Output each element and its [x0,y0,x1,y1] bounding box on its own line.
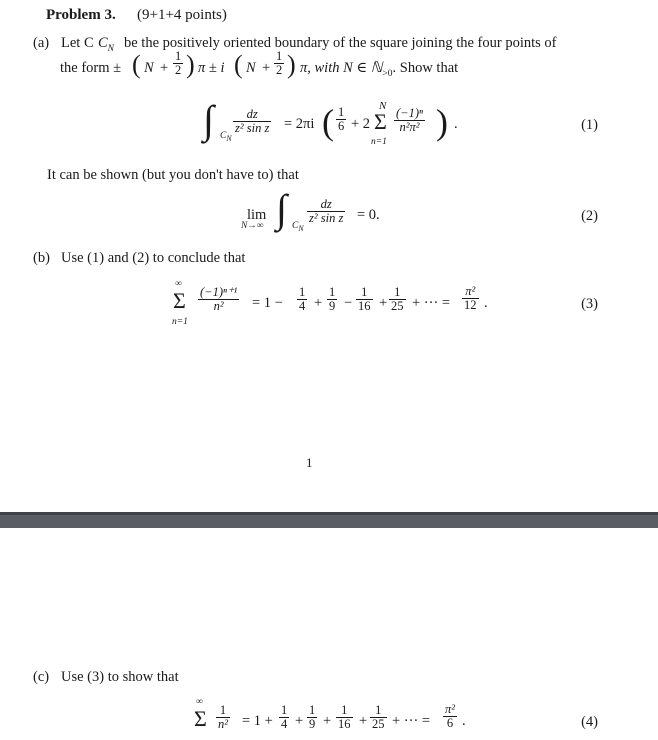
paren-close-1: ) [186,50,195,79]
part-a-label: (a) [33,35,50,51]
frac-neg1n-n2pi2: $\frac{\text{(−1)ⁿ}}{\text{n²π²}}$ [396,106,423,134]
frac-half-2: $\frac{1}{2}$ [276,49,283,77]
part-b-text: Use (1) and (2) to conclude that [61,250,246,266]
paren-close-eq1: ) [436,102,448,142]
integral-sign-2: ∫ [276,186,287,231]
frac-dz-z2sinz-2: $\frac{dz}{\text{z² sin z}}$ [309,197,344,225]
frac4-1-4: $\frac{1}{4}$ [281,703,288,731]
integral-2-domain: $C_N$ [292,221,304,233]
part-c-label: (c) [33,669,50,685]
shown-text: It can be shown (but you don't have to) that [47,167,299,183]
plus-1: + [160,60,169,76]
frac-one-sixth: $\frac{1}{6}$ [338,105,345,133]
paren-close-2: ) [287,50,296,79]
eq3-plus-2: + [379,295,388,311]
eq3-minus-1: − [344,295,353,311]
eq3-plus-1: + [314,295,323,311]
frac-1-25: $\frac{1}{25}$ [391,285,404,313]
problem-points: (9+1+4 points) [137,7,227,23]
sum-1-upper: N [379,100,387,112]
frac4-1-25: $\frac{1}{25}$ [372,703,385,731]
part-b-label: (b) [33,250,50,266]
page-separator-shadow [0,512,658,515]
part-a-line1-start: Let C [61,35,94,51]
sum-3-sigma: Σ [173,288,186,313]
paren-open-1: ( [132,50,141,79]
eq3-dot: . [484,295,488,311]
sum-3-upper: ∞ [175,279,182,289]
var-N-2: N [246,60,256,76]
eq3-one-minus: = 1 − [252,295,283,311]
eq1-dot: . [454,116,458,132]
part-a-cn-symbol: $C_N$ [98,35,115,54]
frac-1-9: $\frac{1}{9}$ [329,285,336,313]
frac-pi2-12: $\frac{\text{π²}}{12}$ [464,284,477,312]
sum-4-sigma: Σ [194,706,207,731]
paren-open-eq1: ( [322,102,334,142]
frac4-1-16: $\frac{1}{16}$ [338,703,351,731]
sum-1-sigma: Σ [374,109,387,134]
eq1-number: (1) [581,117,598,133]
eq4-number: (4) [581,714,598,730]
eq4-plus-1: + [295,713,304,729]
page-number: 1 [306,455,313,470]
eq3-number: (3) [581,296,598,312]
eq2-zero: = 0. [357,207,380,223]
var-N-1: N [144,60,154,76]
eq4-dots: + ··· = [392,713,431,729]
part-a-line2-start: the form ± [60,60,122,76]
eq3-dots: + ··· = [412,295,451,311]
problem-title: Problem 3. [46,7,116,23]
frac-1-16: $\frac{1}{16}$ [358,285,371,313]
frac-1-4: $\frac{1}{4}$ [299,285,306,313]
frac-pi2-6: $\frac{\text{π²}}{6}$ [445,702,456,730]
eq4-plus-2: + [323,713,332,729]
eq4-plus-3: + [359,713,368,729]
part-c-text: Use (3) to show that [61,669,179,685]
eq4-one-plus: = 1 + [242,713,273,729]
frac4-1-9: $\frac{1}{9}$ [309,703,316,731]
frac-dz-z2sinz-1: $\frac{dz}{\text{z² sin z}}$ [235,107,270,135]
lim-subscript: N→∞ [241,221,264,231]
integral-1-domain: $C_N$ [220,131,232,143]
eq2-number: (2) [581,208,598,224]
part-a-line2-end: π, with N ∈ ℕ$_{>0}$. Show that [300,60,459,79]
frac-neg1n1-n2: $\frac{\text{(−1)ⁿ⁺¹}}{\text{n²}}$ [200,285,238,313]
sum-4-upper: ∞ [196,697,203,707]
part-a-line2-mid: π ± i [198,60,225,76]
plus-2: + [262,60,271,76]
eq1-plus2: + 2 [351,116,371,132]
part-a-line1-rest: be the positively oriented boundary of the square joining the four points of [124,35,557,51]
paren-open-2: ( [234,50,243,79]
sum-1-lower: n=1 [371,137,387,147]
eq1-2pi-i: = 2πi [284,116,315,132]
frac-1-n2: $\frac{1}{\text{n²}}$ [218,703,228,731]
lim-label: lim [247,207,267,223]
frac-half-1: $\frac{1}{2}$ [175,49,182,77]
page-2 [0,528,658,740]
eq4-dot: . [462,713,466,729]
integral-sign-1: ∫ [203,97,214,142]
sum-3-lower: n=1 [172,317,188,327]
